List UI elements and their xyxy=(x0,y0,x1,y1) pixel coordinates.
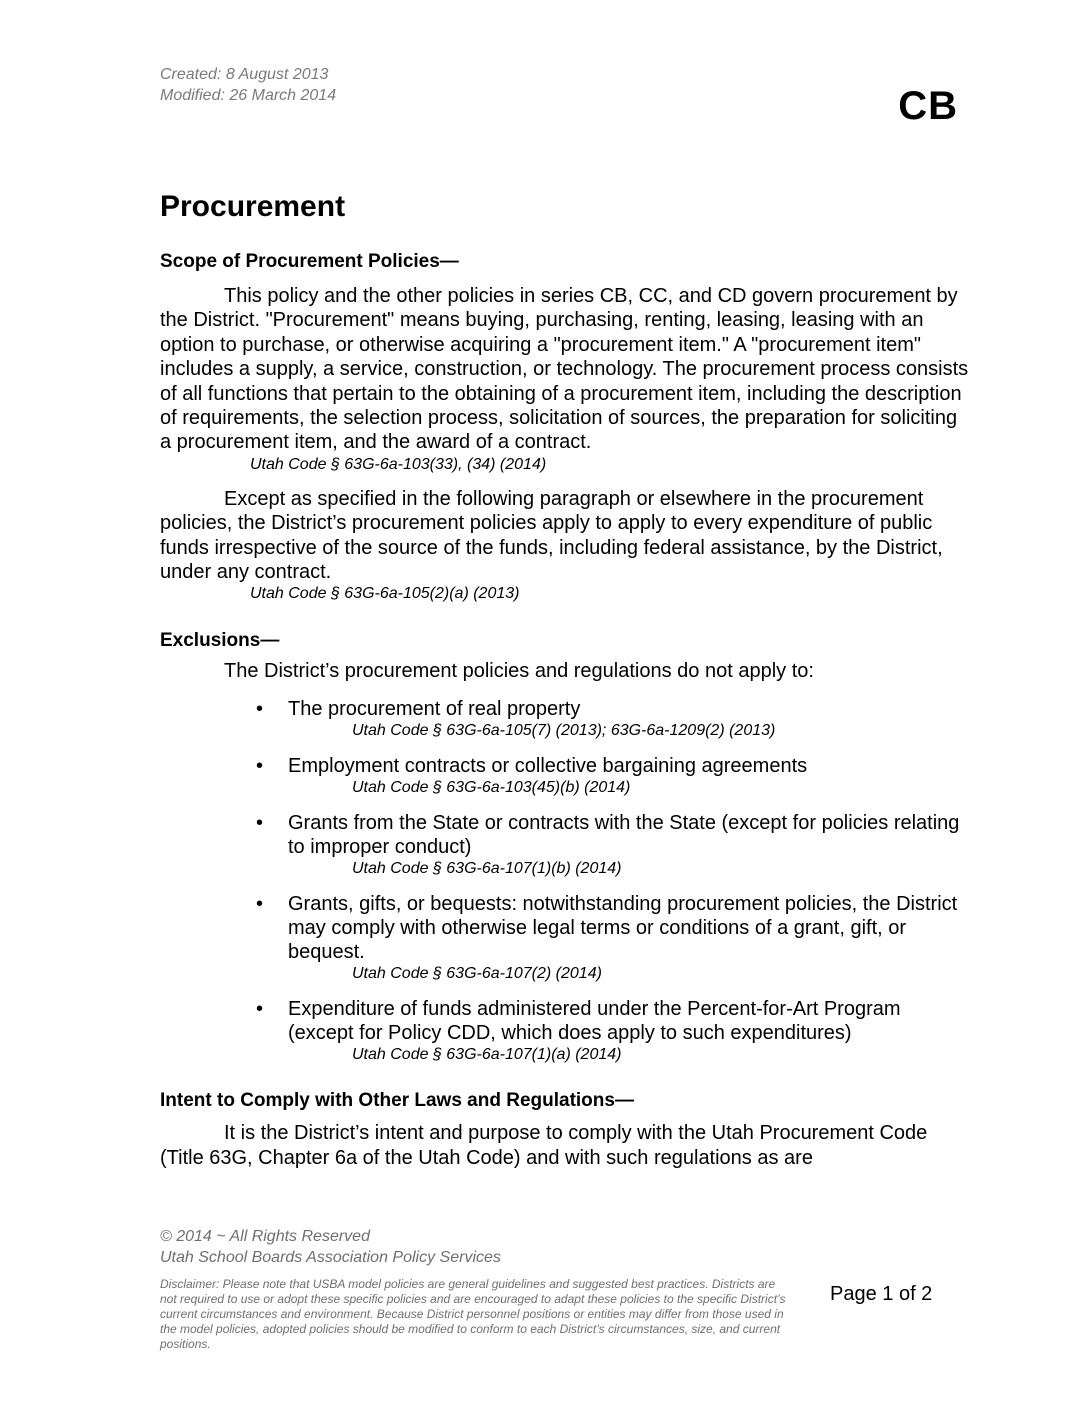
exclusions-heading: Exclusions— xyxy=(160,630,280,652)
policy-series-code: CB xyxy=(898,84,958,128)
list-item xyxy=(160,892,970,984)
disclaimer-text: Disclaimer: Please note that USBA model policies are general guidelines and suggested best practices. Districts are not required to use or adopt these specific policies and are encouraged to adapt these policies to the specific District’s current circumstances and environment. Because District personnel positions or entities may differ from those used in the model policies, adopted policies should be modified to conform to each District’s circumstances, size, and current positions. xyxy=(160,1277,786,1351)
exclusion-text: Expenditure of funds administered under the Percent-for-Art Program (except for Policy CDD, which does apply to such expenditures) xyxy=(288,998,901,1045)
intent-heading: Intent to Comply with Other Laws and Regulations— xyxy=(160,1090,634,1112)
scope-section xyxy=(160,250,970,604)
policy-body xyxy=(160,250,970,1170)
document-dates xyxy=(160,64,336,106)
exclusion-citation: Utah Code § 63G-6a-107(2) (2014) xyxy=(352,965,602,983)
exclusion-text: Employment contracts or collective bargaining agreements xyxy=(288,755,808,778)
modified-date: Modified: 26 March 2014 xyxy=(160,87,337,104)
scope-paragraph-1: This policy and the other policies in series CB, CC, and CD govern procurement by the District. "Procurement" means buying, purchasing, renting, leasing, leasing with an option to purchase, or otherwise acquiring a "procurement item." A "procurement item" includes a supply, a service, construction, or technology. The procurement process consists of all functions that pertain to the obtaining of a procurement item, including the description of requirements, the selection process, solicitation of sources, the preparation for soliciting a procurement item, and the award of a contract. xyxy=(160,285,969,454)
exclusion-citation: Utah Code § 63G-6a-107(1)(b) (2014) xyxy=(352,860,622,878)
organization-name: Utah School Boards Association Policy Services xyxy=(160,1249,501,1266)
intent-section xyxy=(160,1089,970,1170)
scope-heading: Scope of Procurement Policies— xyxy=(160,251,459,272)
bullet-icon: • xyxy=(256,698,264,721)
intent-paragraph: It is the District’s intent and purpose to comply with the Utah Procurement Code (Title 63G, Chapter 6a of the Utah Code) and with such regulations as are xyxy=(160,1122,928,1169)
bullet-icon: • xyxy=(256,755,264,778)
copyright-notice: © 2014 ~ All Rights Reserved xyxy=(160,1228,370,1245)
list-item xyxy=(160,754,970,798)
list-item xyxy=(160,997,970,1065)
exclusion-text: The procurement of real property xyxy=(288,698,581,721)
exclusion-text: Grants, gifts, or bequests: notwithstanding procurement policies, the District may comply with otherwise legal terms or conditions of a grant, gift, or bequest. xyxy=(288,893,958,964)
list-item xyxy=(160,811,970,879)
created-date: Created: 8 August 2013 xyxy=(160,66,329,83)
bullet-icon: • xyxy=(256,812,264,835)
page-title: Procurement xyxy=(160,190,346,223)
exclusion-text: Grants from the State or contracts with the State (except for policies relating to improper conduct) xyxy=(288,812,960,859)
footer-copyright-block xyxy=(160,1226,501,1268)
exclusions-section xyxy=(160,629,970,1065)
exclusions-list xyxy=(160,697,970,1065)
scope-paragraph-2: Except as specified in the following paragraph or elsewhere in the procurement policies, the District’s procurement policies apply to apply to every expenditure of public funds irrespective of the source of the funds, including federal assistance, by the District, under any contract. xyxy=(160,487,943,584)
bullet-icon: • xyxy=(256,998,264,1021)
exclusion-citation: Utah Code § 63G-6a-105(7) (2013); 63G-6a-1209(2) (2013) xyxy=(352,722,776,740)
scope-citation-1: Utah Code § 63G-6a-103(33), (34) (2014) xyxy=(250,455,547,473)
scope-citation-2: Utah Code § 63G-6a-105(2)(a) (2013) xyxy=(250,585,520,603)
exclusions-intro: The District’s procurement policies and regulations do not apply to: xyxy=(224,660,814,683)
list-item xyxy=(160,697,970,741)
exclusion-citation: Utah Code § 63G-6a-107(1)(a) (2014) xyxy=(352,1046,622,1064)
exclusion-citation: Utah Code § 63G-6a-103(45)(b) (2014) xyxy=(352,779,631,797)
page-number: Page 1 of 2 xyxy=(830,1283,933,1305)
bullet-icon: • xyxy=(256,893,264,916)
